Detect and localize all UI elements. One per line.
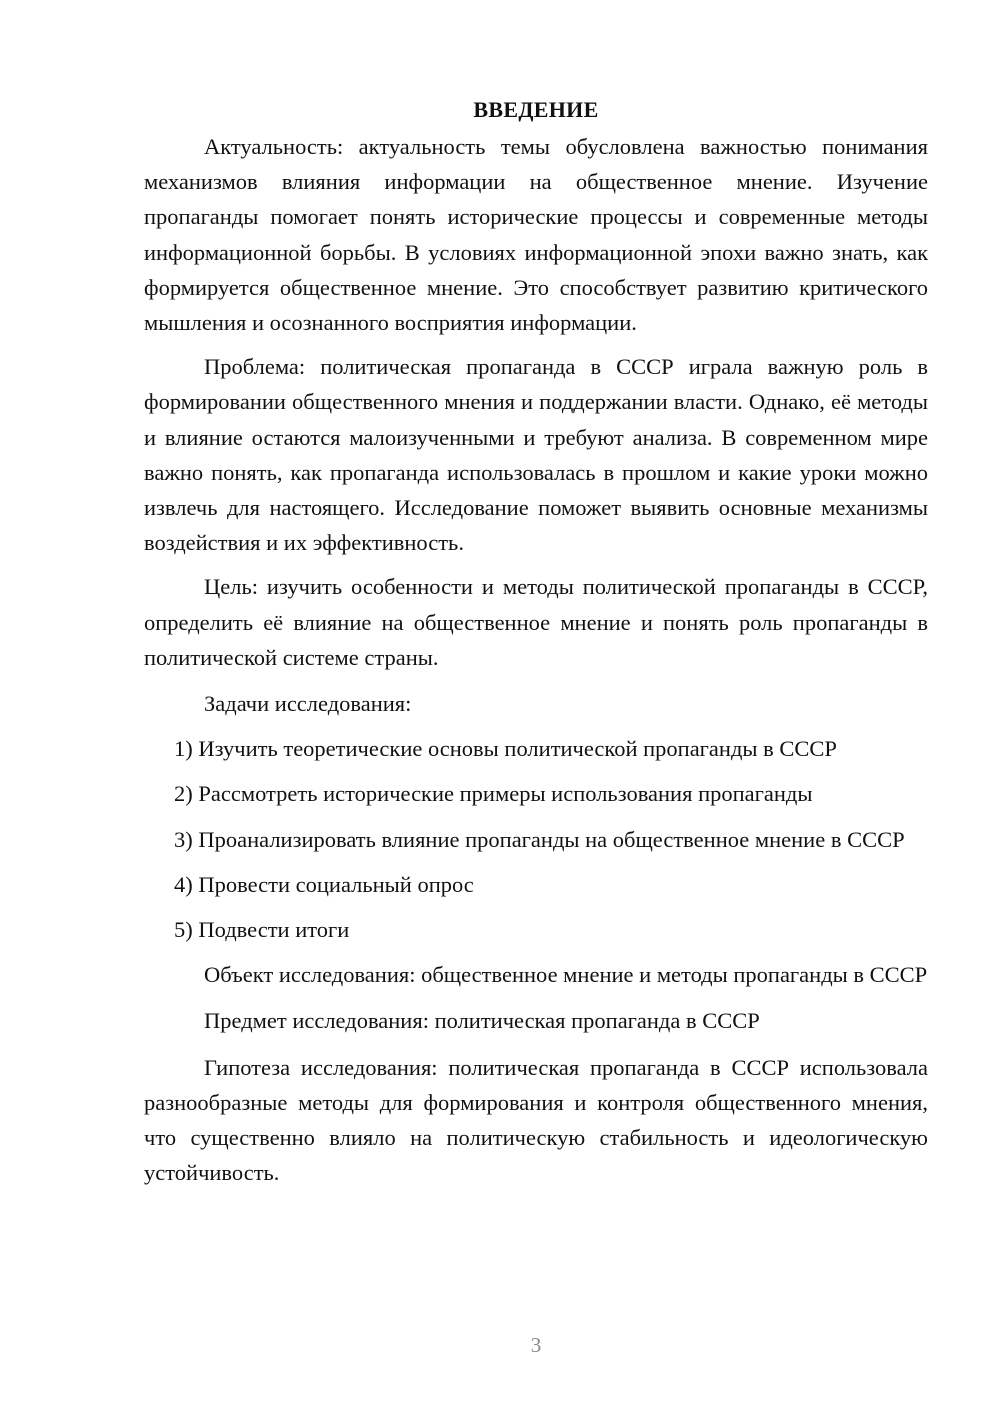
task-item: 1) Изучить теоретические основы политической пропаганды в СССР	[174, 736, 837, 762]
subject-paragraph: Предмет исследования: политическая пропаганда в СССР	[204, 1008, 760, 1034]
page-number: 3	[530, 1333, 542, 1357]
goal-paragraph: Цель: изучить особенности и методы политической пропаганды в СССР, определить её влияние на общественное мнение и понять роль пропаганды в политической системе страны.	[144, 574, 928, 670]
task-item: 4) Провести социальный опрос	[174, 871, 474, 897]
tasks-heading: Задачи исследования:	[204, 691, 412, 717]
section-title: ВВЕДЕНИЕ	[473, 97, 599, 122]
object-paragraph: Объект исследования: общественное мнение и методы пропаганды в СССР	[204, 962, 928, 988]
problem-paragraph: Проблема: политическая пропаганда в СССР играла важную роль в формировании общественного мнения и поддержании власти. Однако, её методы и влияние остаются малоизученными и требуют анализа. В современном мире важно понять, как пропаганда использовалась в прошлом и какие уроки можно извлечь для настоящего. Исследование поможет выявить основные механизмы воздействия и их эффективность.	[144, 354, 928, 556]
task-item: 5) Подвести итоги	[174, 917, 350, 943]
task-item: 2) Рассмотреть исторические примеры использования пропаганды	[174, 781, 813, 807]
document-page	[144, 92, 928, 1199]
relevance-paragraph: Актуальность: актуальность темы обусловлена важностью понимания механизмов влияния информации на общественное мнение. Изучение пропаганды помогает понять исторические процессы и современные методы информационной борьбы. В условиях информационной эпохи важно знать, как формируется общественное мнение. Это способствует развитию критического мышления и осознанного восприятия информации.	[144, 134, 928, 336]
hypothesis-paragraph: Гипотеза исследования: политическая пропаганда в СССР использовала разнообразные методы для формирования и контроля общественного мнения, что существенно влияло на политическую стабильность и идеологическую устойчивость.	[144, 1054, 928, 1186]
task-item: 3) Проанализировать влияние пропаганды на общественное мнение в СССР	[174, 826, 905, 852]
